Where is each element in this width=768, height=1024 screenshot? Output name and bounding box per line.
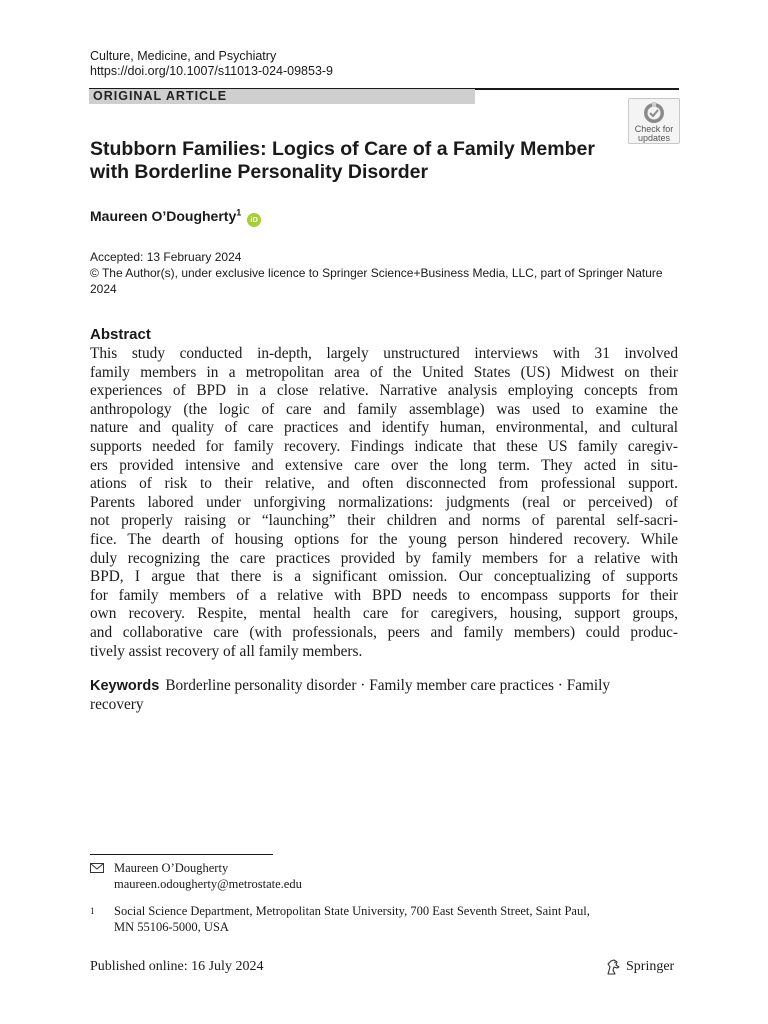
affiliation-line-2: MN 55106-5000, USA [114,919,229,934]
affiliation-line-1: Social Science Department, Metropolitan State University, 700 East Seventh Street, Saint Paul, [114,904,590,918]
check-for-updates-text [629,125,679,143]
abstract-line: supports needed for family recovery. Findings indicate that these US family caregiv- [90,437,678,455]
abstract-body [90,345,678,661]
abstract-line: for family members of a relative with BPD needs to encompass supports for their [90,586,678,604]
abstract-line: family members in a metropolitan area of the United States (US) Midwest on their [90,363,678,381]
correspondence-email[interactable]: maureen.odougherty@metrostate.edu [114,876,302,891]
check-for-updates-badge[interactable] [628,98,680,144]
abstract-line: anthropology (the logic of care and family assemblage) was used to examine the [90,400,678,418]
copyright-line-1: © The Author(s), under exclusive licence to Springer Science+Business Media, LLC, part of Springer Nature [90,266,663,280]
abstract-heading: Abstract [90,326,151,343]
abstract-line: nature and quality of care practices and identify human, environmental, and cultural [90,419,678,437]
author-name: Maureen O’Dougherty [90,208,237,224]
published-online: Published online: 16 July 2024 [90,959,264,974]
abstract-line: duly recognizing the care practices provided by family members for a relative with [90,549,678,567]
footnote-rule [90,854,273,855]
journal-name: Culture, Medicine, and Psychiatry [90,49,277,63]
journal-doi[interactable]: https://doi.org/10.1007/s11013-024-09853-9 [90,64,334,78]
springer-wordmark: Springer [626,959,675,974]
abstract-line: ations of risk to their relative, and often disconnected from professional support. [90,475,678,493]
keywords-label: Keywords [90,678,160,694]
title-line-1: Stubborn Families: Logics of Care of a Family Member [90,138,595,160]
envelope-icon [90,863,104,873]
abstract-line: ers provided intensive and extensive care over the long term. They acted in situ- [90,456,678,474]
check-for-updates-icon [643,102,665,124]
abstract-line: not properly raising or “launching” their children and norms of parental self-sacri- [90,512,678,530]
check-for-updates-line2: updates [637,133,671,143]
title-line-2: with Borderline Personality Disorder [90,161,429,183]
orcid-icon[interactable]: iD [247,213,261,227]
abstract-line: and collaborative care (with professionals, peers and family members) could produc- [90,623,678,641]
abstract-line: tively assist recovery of all family members. [90,642,363,660]
article-type-label: ORIGINAL ARTICLE [93,89,228,103]
journal-header [90,49,333,79]
author-line [90,208,261,227]
abstract-line: BPD, I argue that there is a significant omission. Our conceptualizing of supports [90,568,678,586]
abstract-line: own recovery. Respite, mental health care for caregivers, housing, support groups, [90,605,678,623]
copyright-line-2: 2024 [90,282,117,296]
article-dates [90,249,670,297]
abstract-line: fice. The dearth of housing options for the young person hindered recovery. While [90,530,678,548]
article-type-bar [89,89,475,104]
keywords-line-2: recovery [90,695,144,713]
keywords-section [90,677,678,714]
keywords-line-1: Borderline personality disorder · Family member care practices · Family [165,677,611,694]
abstract-line: experiences of BPD in a close relative. Narrative analysis employing concepts from [90,382,678,400]
abstract-line: This study conducted in-depth, largely unstructured interviews with 31 involved [90,345,678,362]
accepted-date: Accepted: 13 February 2024 [90,250,242,264]
check-for-updates-line1: Check for [634,124,674,134]
affiliation-number: 1 [90,906,95,916]
springer-horse-icon [604,958,622,976]
article-title [90,138,610,184]
correspondence-name: Maureen O’Dougherty [114,861,229,875]
abstract-line: Parents labored under unforgiving normalizations: judgments (real or perceived) of [90,493,678,511]
author-affiliation-mark: 1 [236,207,242,218]
